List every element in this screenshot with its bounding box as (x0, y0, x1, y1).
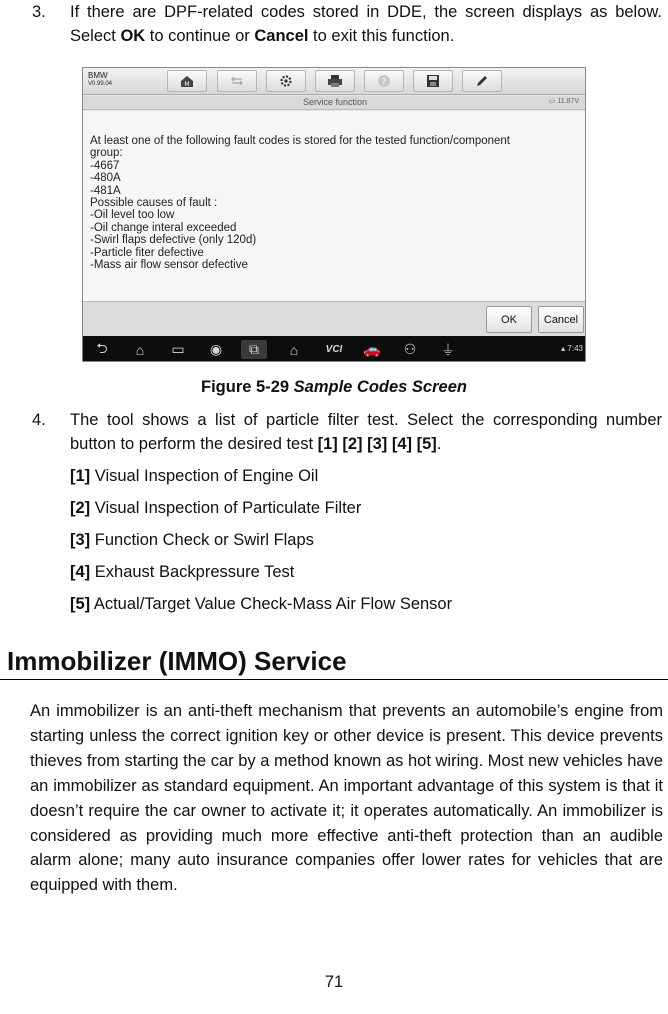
screen-message-line: -480A (90, 172, 121, 185)
brand-label: BMW (88, 71, 108, 80)
step-3-text-b: to continue or (145, 27, 255, 45)
test-label: Exhaust Backpressure Test (90, 563, 295, 581)
screen-button-bar (83, 301, 586, 336)
save-icon[interactable] (413, 70, 453, 92)
caption-title: Sample Codes Screen (293, 378, 467, 396)
screen-message-line: -Mass air flow sensor defective (90, 259, 248, 272)
page-number: 71 (324, 973, 344, 991)
remote-desk-icon[interactable]: ⚇ (403, 341, 417, 357)
screen-toolbar (83, 68, 586, 95)
heading-rule (0, 679, 668, 680)
clock: 7:43 (567, 344, 583, 353)
screen-titlebar (83, 96, 586, 110)
test-item (70, 464, 662, 488)
wifi-icon: ▴ (561, 344, 566, 353)
edit-icon[interactable] (462, 70, 502, 92)
battery-voltage: 11.87V (557, 98, 579, 105)
test-label: Actual/Target Value Check-Mass Air Flow Sensor (90, 595, 453, 613)
step-4-body: The tool shows a list of particle filter test. Select the corresponding number button to perform the desired test (70, 411, 662, 453)
settings-icon[interactable] (266, 70, 306, 92)
step-4-number: 4. (32, 411, 46, 429)
screen-message-line: -Oil change interal exceeded (90, 221, 237, 234)
step-3-text-c: to exit this function. (308, 27, 455, 45)
screen-message-line: -481A (90, 184, 121, 197)
vci-icon[interactable]: VCI (325, 344, 343, 355)
home-icon[interactable] (167, 70, 207, 92)
screen-cancel-button[interactable]: Cancel (538, 306, 584, 333)
recent-apps-icon[interactable]: ▭ (171, 341, 185, 357)
svg-text:M: M (184, 81, 190, 88)
battery-icon: ▭ (548, 98, 556, 105)
home-nav-icon[interactable]: ⌂ (135, 341, 145, 358)
sample-codes-screenshot (82, 67, 586, 362)
screen-message-line: -Particle fiter defective (90, 246, 204, 259)
car-icon[interactable]: 🚗 (363, 341, 381, 357)
test-label: Visual Inspection of Particulate Filter (90, 499, 362, 517)
test-id: [2] (70, 499, 91, 517)
status-bar (561, 344, 583, 353)
test-label: Function Check or Swirl Flaps (90, 531, 314, 549)
test-id: [5] (70, 595, 91, 613)
screen-message-line: At least one of the following fault codes is stored for the tested function/component (90, 135, 511, 147)
screenshot-icon[interactable]: ⧉ (241, 340, 267, 359)
print-icon[interactable] (315, 70, 355, 92)
android-nav-bar (83, 336, 586, 362)
screen-ok-button[interactable]: OK (486, 306, 532, 333)
maxisys-home-icon[interactable]: ⌂ (289, 341, 299, 358)
browser-icon[interactable]: ◉ (209, 341, 223, 357)
screen-message-line: -4667 (90, 159, 120, 172)
vci-status-icon[interactable]: ⏚ (441, 341, 455, 358)
test-id: [1] (70, 467, 91, 485)
vehicle-swap-icon[interactable] (217, 70, 257, 92)
version-label: V0.99.04 (88, 81, 113, 87)
step-4-refs: [1] [2] [3] [4] [5] (317, 435, 437, 453)
battery-indicator (549, 97, 579, 105)
screen-brand (88, 71, 112, 89)
figure-caption (0, 378, 668, 397)
ok-ref: OK (120, 27, 146, 45)
section-heading: Immobilizer (IMMO) Service (7, 646, 347, 676)
step-3-text (70, 0, 662, 48)
screen-message (83, 111, 586, 301)
step-4-end: . (436, 435, 442, 453)
back-icon[interactable]: ⮌ (96, 339, 108, 356)
test-item (70, 560, 662, 584)
svg-text:?: ? (381, 77, 387, 88)
step-3-number: 3. (32, 3, 46, 21)
caption-label: Figure 5-29 (201, 378, 294, 396)
step-3-text-a: If there are DPF-related codes stored in DDE, the screen displays as below. Select (70, 3, 662, 45)
screen-message-line: -Swirl flaps defective (only 120d) (90, 234, 257, 247)
help-icon[interactable] (364, 70, 404, 92)
test-label: Visual Inspection of Engine Oil (90, 467, 319, 485)
test-id: [3] (70, 531, 91, 549)
screen-message-line: group: (90, 147, 123, 160)
test-item (70, 592, 662, 616)
screen-title: Service function (302, 97, 368, 107)
test-item (70, 528, 662, 552)
cancel-ref: Cancel (254, 27, 309, 45)
test-item (70, 496, 662, 520)
screen-message-line: -Oil level too low (90, 209, 175, 222)
test-id: [4] (70, 563, 91, 581)
screen-message-line: Possible causes of fault : (90, 197, 218, 210)
step-4-text (70, 408, 662, 456)
section-body: An immobilizer is an anti-theft mechanism that prevents an automobile’s engine from starting unless the correct ignition key or other device is present. This device prevents thieves from starting the car by a method known as hot wiring. Most new vehicles have an immobilizer as standard equipment. An important advantage of this system is that it doesn’t require the car owner to activate it; it operates automatically. An immobilizer is considered as providing much more effective anti-theft protection than an audible alarm alone; many auto insurance companies offer lower rates for vehicles that are equipped with them. (30, 702, 663, 895)
